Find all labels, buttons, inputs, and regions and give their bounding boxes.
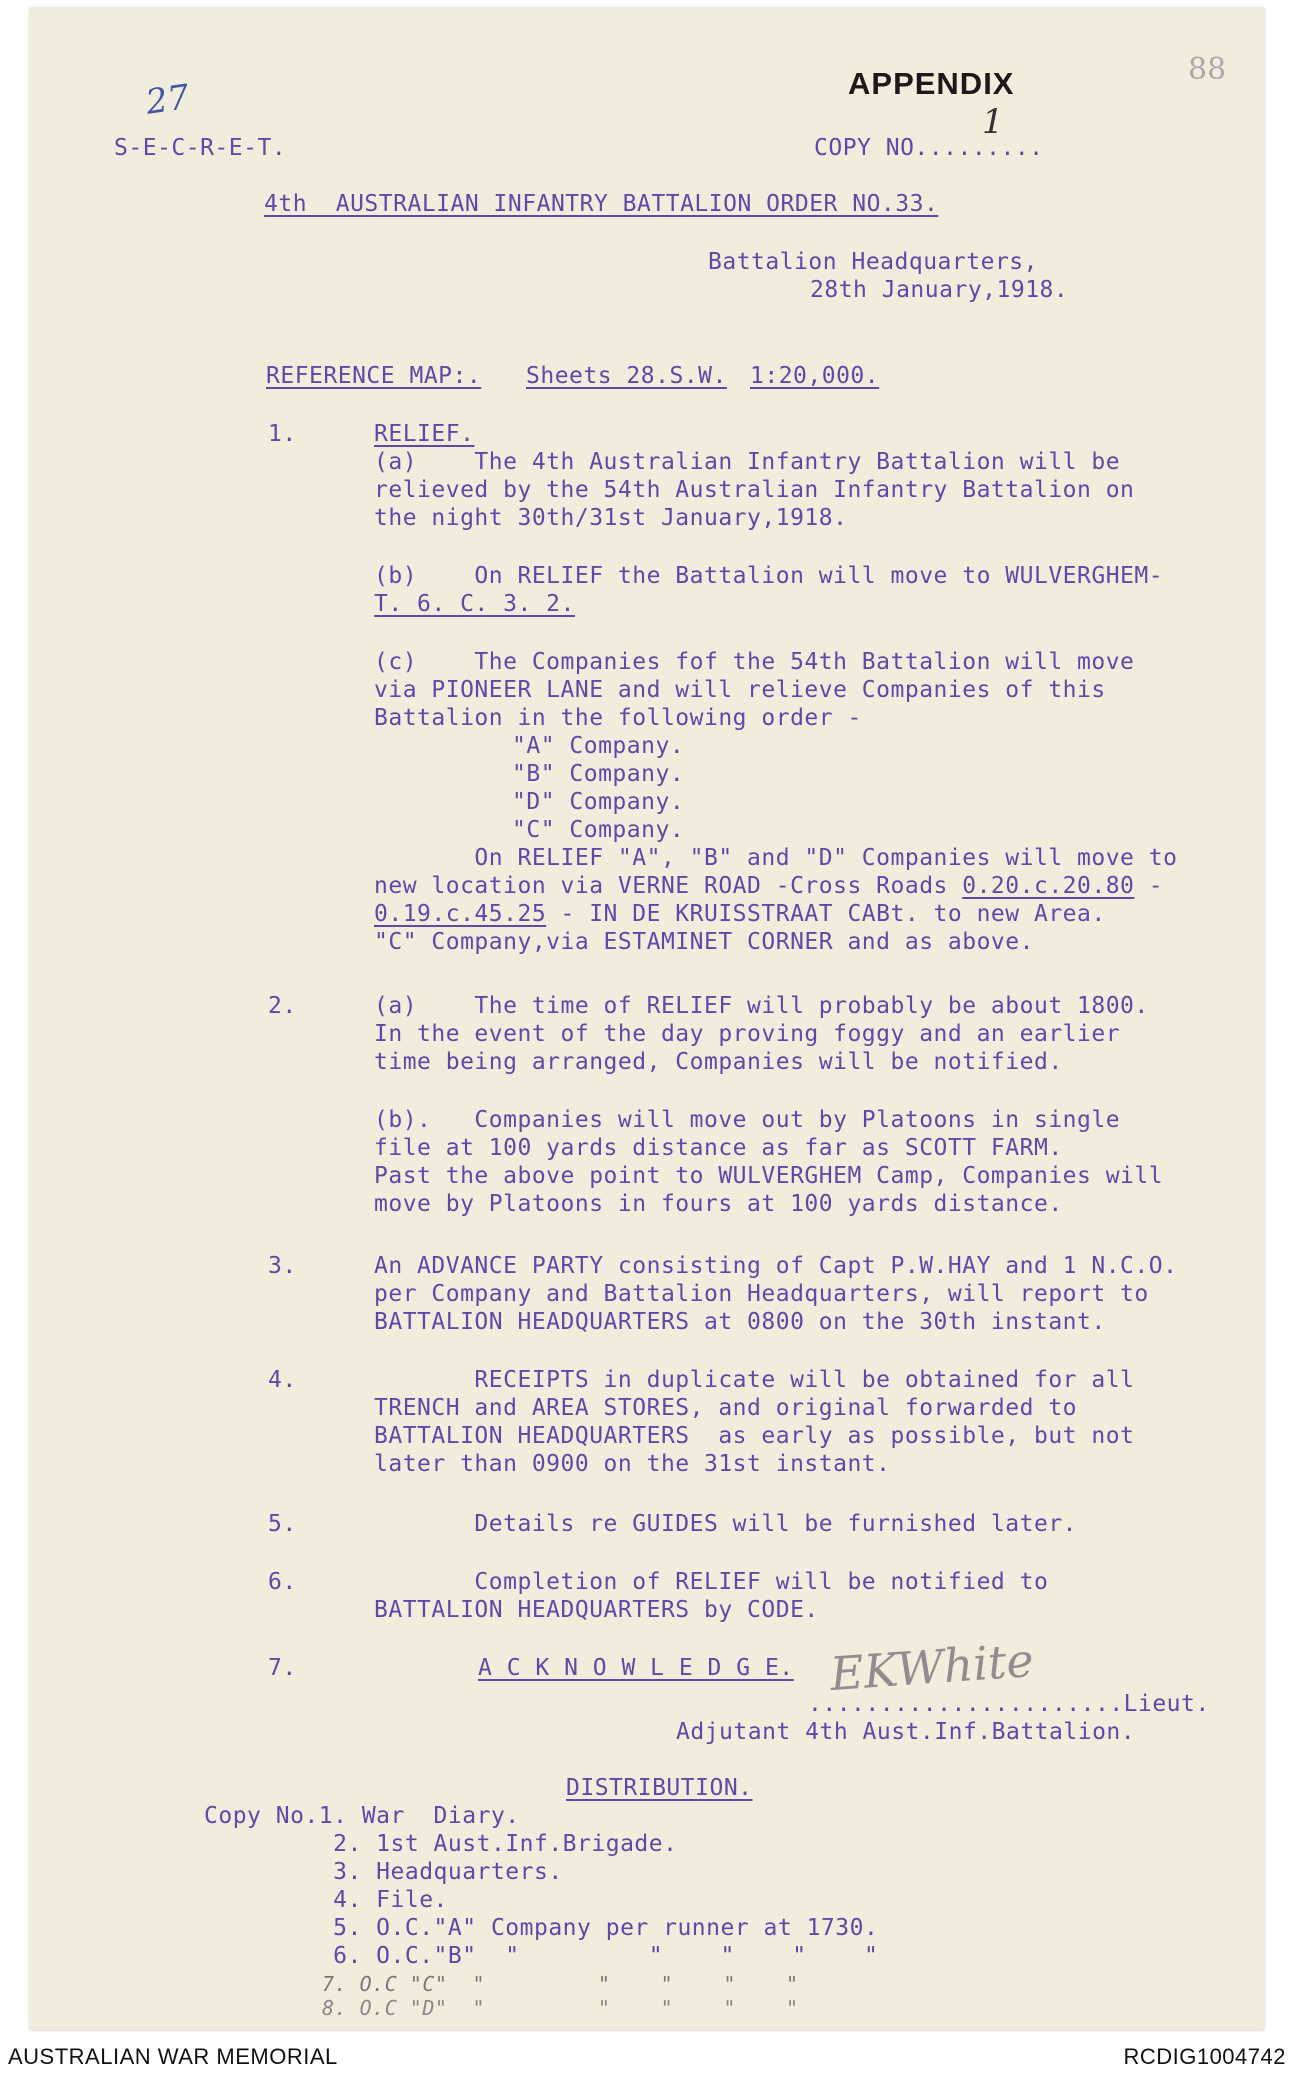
advance-party-line: per Company and Battalion Headquarters, will report to xyxy=(374,1281,1149,1307)
map-reference: 0.19.c.45.25 xyxy=(374,901,547,927)
distribution-item-handwritten: 7. O.C "C" " " " " " xyxy=(322,1972,799,1996)
timing-line: In the event of the day proving foggy and an earlier xyxy=(374,1021,1121,1047)
appendix-stamp: APPENDIX xyxy=(848,66,1015,101)
paragraph-number: 6. xyxy=(268,1569,297,1595)
receipts-line: RECEIPTS in duplicate will be obtained for all xyxy=(374,1367,1135,1393)
distribution-item: 3. Headquarters. xyxy=(204,1859,563,1885)
distribution-heading: DISTRIBUTION. xyxy=(566,1775,753,1801)
file-number-mark: 27 xyxy=(143,77,192,123)
movement-line: Past the above point to WULVERGHEM Camp, Companies will xyxy=(374,1163,1164,1189)
company-order-item: "A" Company. xyxy=(512,733,685,759)
paragraph-number: 4. xyxy=(268,1367,297,1393)
company-order-item: "D" Company. xyxy=(512,789,685,815)
route-text: - xyxy=(1134,873,1164,899)
reference-map-scale: 1:20,000. xyxy=(750,363,880,389)
completion-line: Completion of RELIEF will be notified to xyxy=(374,1569,1049,1595)
footer-record-id: RCDIG1004742 xyxy=(1123,2044,1286,2069)
paragraph-number: 5. xyxy=(268,1511,297,1537)
folio-number: 88 xyxy=(1188,52,1227,87)
distribution-item: 5. O.C."A" Company per runner at 1730. xyxy=(204,1915,879,1941)
distribution-item: 4. File. xyxy=(204,1887,448,1913)
route-text: - IN DE KRUISSTRAAT CABt. to new Area. xyxy=(546,901,1106,927)
signature-handwritten: EKWhite xyxy=(828,1632,1036,1702)
relief-line xyxy=(374,872,1163,901)
paragraph-number: 1. xyxy=(268,421,297,447)
advance-party-line: An ADVANCE PARTY consisting of Capt P.W.HAY and 1 N.C.O. xyxy=(374,1253,1178,1279)
timing-line: (a) The time of RELIEF will probably be about 1800. xyxy=(374,993,1149,1019)
relief-line: On RELIEF "A", "B" and "D" Companies will move to xyxy=(374,845,1178,871)
paragraph-number: 2. xyxy=(268,993,297,1019)
relief-line: "C" Company,via ESTAMINET CORNER and as above. xyxy=(374,929,1034,955)
paragraph-number: 7. xyxy=(268,1655,297,1681)
route-text: new location via VERNE ROAD -Cross Roads xyxy=(374,873,963,899)
issuing-location: Battalion Headquarters, xyxy=(708,249,1038,275)
reference-map-sheet: Sheets 28.S.W. xyxy=(526,363,727,389)
relief-line xyxy=(374,900,1106,929)
relief-line: relieved by the 54th Australian Infantry Battalion on xyxy=(374,477,1135,503)
signatory-title: Adjutant 4th Aust.Inf.Battalion. xyxy=(676,1719,1136,1745)
receipts-line: later than 0900 on the 31st instant. xyxy=(374,1451,891,1477)
copy-number-label: COPY NO......... xyxy=(814,135,1044,161)
movement-line: (b). Companies will move out by Platoons in single xyxy=(374,1107,1121,1133)
relief-line: (a) The 4th Australian Infantry Battalion will be xyxy=(374,449,1121,475)
relief-line: (b) On RELIEF the Battalion will move to WULVERGHEM- xyxy=(374,563,1164,589)
copy-number-handwritten: 1 xyxy=(982,102,1004,142)
classification: S-E-C-R-E-T. xyxy=(114,135,287,161)
guides-line: Details re GUIDES will be furnished later. xyxy=(374,1511,1078,1537)
distribution-item-handwritten: 8. O.C "D" " " " " " xyxy=(322,1996,799,2020)
movement-line: move by Platoons in fours at 100 yards distance. xyxy=(374,1191,1063,1217)
relief-line: (c) The Companies fof the 54th Battalion will move xyxy=(374,649,1135,675)
receipts-line: BATTALION HEADQUARTERS as early as possible, but not xyxy=(374,1423,1135,1449)
map-reference: T. 6. C. 3. 2. xyxy=(374,591,575,617)
reference-map-label: REFERENCE MAP:. xyxy=(266,363,482,389)
paragraph-number: 3. xyxy=(268,1253,297,1279)
footer-institution: AUSTRALIAN WAR MEMORIAL xyxy=(8,2044,338,2069)
company-order-item: "C" Company. xyxy=(512,817,685,843)
relief-heading: RELIEF. xyxy=(374,421,475,447)
relief-line: via PIONEER LANE and will relieve Companies of this xyxy=(374,677,1106,703)
company-order-item: "B" Company. xyxy=(512,761,685,787)
signature-line: ......................Lieut. xyxy=(808,1691,1210,1717)
order-title: 4th AUSTRALIAN INFANTRY BATTALION ORDER NO.33. xyxy=(264,191,939,217)
acknowledge: A C K N O W L E D G E. xyxy=(478,1655,794,1681)
distribution-item: Copy No.1. War Diary. xyxy=(204,1803,520,1829)
distribution-item: 6. O.C."B" " " " " " xyxy=(204,1943,879,1969)
relief-line: Battalion in the following order - xyxy=(374,705,862,731)
distribution-item: 2. 1st Aust.Inf.Brigade. xyxy=(204,1831,678,1857)
issue-date: 28th January,1918. xyxy=(810,277,1069,303)
receipts-line: TRENCH and AREA STORES, and original forwarded to xyxy=(374,1395,1078,1421)
completion-line: BATTALION HEADQUARTERS by CODE. xyxy=(374,1597,819,1623)
map-reference: 0.20.c.20.80 xyxy=(962,873,1135,899)
movement-line: file at 100 yards distance as far as SCOTT FARM. xyxy=(374,1135,1063,1161)
timing-line: time being arranged, Companies will be notified. xyxy=(374,1049,1063,1075)
advance-party-line: BATTALION HEADQUARTERS at 0800 on the 30th instant. xyxy=(374,1309,1106,1335)
relief-line: the night 30th/31st January,1918. xyxy=(374,505,848,531)
